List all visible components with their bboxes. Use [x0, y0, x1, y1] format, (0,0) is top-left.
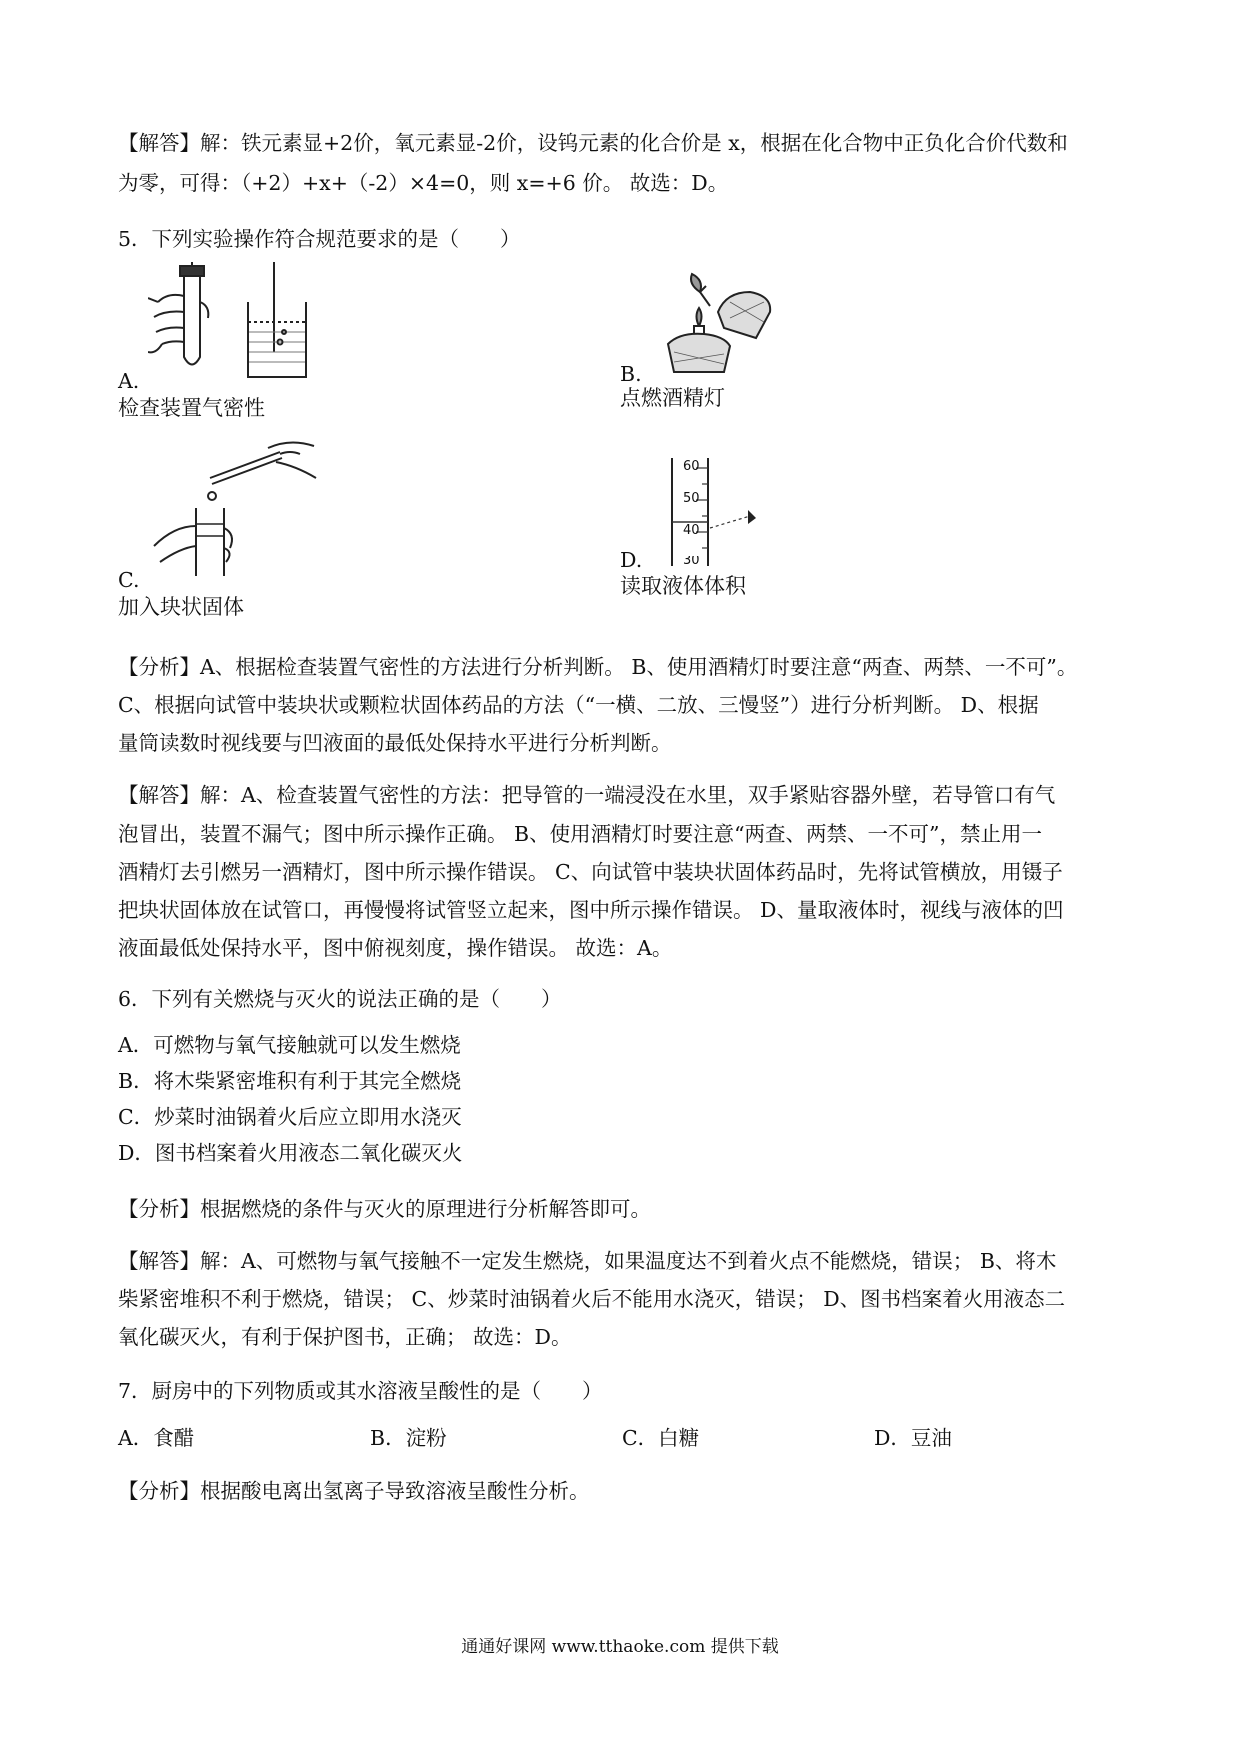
q5-question: 5．下列实验操作符合规范要求的是（ ）: [118, 227, 521, 251]
cylinder-tick-40: 40: [683, 523, 700, 538]
q5-analysis-line-1: 【分析】A、根据检查装置气密性的方法进行分析判断。 B、使用酒精灯时要注意“两查、两禁、一不可”。: [118, 655, 1078, 679]
q5-option-d-label: D.: [620, 548, 643, 572]
q5-option-a-label: A.: [118, 369, 140, 393]
q5-answer-line-4: 把块状固体放在试管口，再慢慢将试管竖立起来，图中所示操作错误。 D、量取液体时，视线与液体的凹: [118, 898, 1064, 922]
q5-answer-line-1: 【解答】解：A、检查装置气密性的方法：把导管的一端浸没在水里，双手紧贴容器外壁，若导管口有气: [118, 783, 1056, 807]
q5-answer-line-2: 泡冒出，装置不漏气；图中所示操作正确。 B、使用酒精灯时要注意“两查、两禁、一不可”，禁止用一: [118, 822, 1043, 846]
page-footer: 通通好课网 www.tthaoke.com 提供下载: [461, 1637, 779, 1657]
q7-analysis: 【分析】根据酸电离出氢离子导致溶液呈酸性分析。: [118, 1479, 590, 1503]
q5-option-c-label: C.: [118, 568, 140, 592]
q5-option-b-label: B.: [620, 362, 642, 386]
q5-option-d-caption: 读取液体体积: [620, 574, 746, 598]
q6-option-c: C．炒菜时油锅着火后应立即用水浇灭: [118, 1105, 462, 1129]
q5-answer-line-3: 酒精灯去引燃另一酒精灯，图中所示操作错误。 C、向试管中装块状固体药品时，先将试管横放，用镊子: [118, 860, 1063, 884]
q7-question: 7．厨房中的下列物质或其水溶液呈酸性的是（ ）: [118, 1379, 603, 1403]
q6-answer-line-2: 柴紧密堆积不利于燃烧，错误； C、炒菜时油锅着火后不能用水浇灭，错误； D、图书档案着火用液态二: [118, 1287, 1066, 1311]
q6-answer-line-3: 氧化碳灭火，有利于保护图书，正确； 故选：D。: [118, 1325, 572, 1349]
q6-answer-line-1: 【解答】解：A、可燃物与氧气接触不一定发生燃烧，如果温度达不到着火点不能燃烧，错误； B、将木: [118, 1249, 1057, 1273]
q6-question: 6．下列有关燃烧与灭火的说法正确的是（ ）: [118, 987, 562, 1011]
q4-answer-line-1: 【解答】解：铁元素显+2价，氧元素显-2价，设钨元素的化合价是 x，根据在化合物中正负化合价代数和: [118, 131, 1068, 155]
figure-a-airtightness-check: [148, 262, 318, 382]
q4-answer-line-2: 为零，可得：（+2）+x+（-2）×4=0，则 x=+6 价。 故选：D。: [118, 171, 729, 195]
q5-analysis-line-2: C、根据向试管中装块状或颗粒状固体药品的方法（“一横、二放、三慢竖”）进行分析判断。 D、根据: [118, 693, 1039, 717]
q7-option-d: D．豆油: [874, 1426, 952, 1450]
q7-option-b: B．淀粉: [370, 1426, 447, 1450]
cylinder-tick-50: 50: [683, 491, 700, 506]
q7-option-a: A．食醋: [118, 1426, 195, 1450]
q6-option-d: D．图书档案着火用液态二氧化碳灭火: [118, 1141, 463, 1165]
q5-option-b-caption: 点燃酒精灯: [620, 386, 725, 410]
q6-option-a: A．可燃物与氧气接触就可以发生燃烧: [118, 1033, 461, 1057]
cylinder-tick-30: 30: [683, 556, 700, 566]
figure-b-lighting-alcohol-lamp: [660, 272, 780, 377]
q5-option-c-caption: 加入块状固体: [118, 595, 244, 619]
q6-analysis: 【分析】根据燃烧的条件与灭火的原理进行分析解答即可。: [118, 1197, 651, 1221]
q6-option-b: B．将木柴紧密堆积有利于其完全燃烧: [118, 1069, 462, 1093]
figure-d-graduated-cylinder: [666, 458, 766, 566]
cylinder-tick-60: 60: [683, 459, 700, 474]
figure-c-adding-block-solid: [150, 438, 320, 578]
q5-analysis-line-3: 量筒读数时视线要与凹液面的最低处保持水平进行分析判断。: [118, 731, 672, 755]
q5-option-a-caption: 检查装置气密性: [118, 396, 265, 420]
q5-answer-line-5: 液面最低处保持水平，图中俯视刻度，操作错误。 故选：A。: [118, 936, 673, 960]
q7-option-c: C．白糖: [622, 1426, 700, 1450]
